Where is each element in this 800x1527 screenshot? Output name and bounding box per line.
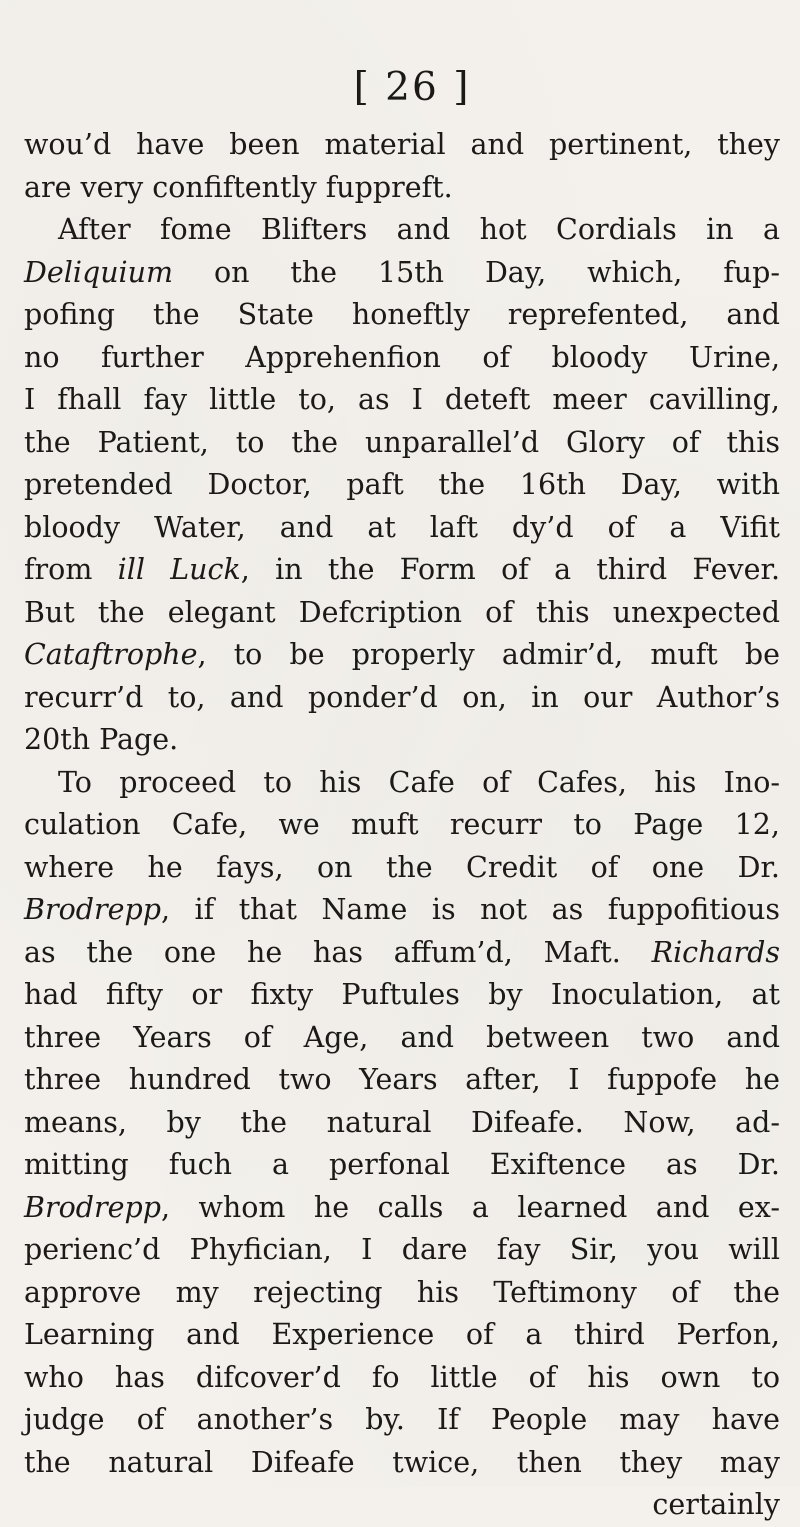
italic-text: Richards (651, 935, 780, 969)
italic-text: Cataftrophe (24, 638, 198, 671)
text-line (24, 549, 780, 592)
text-line: To proceed to his Cafe of Cafes, his Ino- (58, 765, 780, 799)
text-line: three hundred two Years after, I fuppofe he (24, 1063, 780, 1096)
text-line: had fifty or fixty Puftules by Inoculation, at (24, 978, 780, 1011)
text-line: But the elegant Defcription of this unexpected (24, 595, 780, 629)
text-line: culation Cafe, we muft recurr to Page 12, (24, 808, 780, 841)
text-line: mitting fuch a perfonal Exiftence as Dr. (24, 1148, 780, 1181)
text-line: I fhall fay little to, as I deteft meer cavilling, (24, 383, 780, 416)
text-line: judge of another’s by. If People may have (24, 1403, 780, 1436)
text-line: Learning and Experience of a third Perfon, (24, 1318, 780, 1351)
text-segment: on the 15th Day, which, fup- (173, 255, 780, 289)
page-number: [ 26 ] (353, 65, 471, 110)
text-line: where he fays, on the Credit of one Dr. (24, 850, 780, 884)
text-line: means, by the natural Difeafe. Now, ad- (24, 1105, 780, 1139)
text-line: pretended Doctor, paft the 16th Day, with (24, 468, 780, 501)
text-line (24, 932, 780, 975)
text-line (24, 889, 780, 932)
text-line: After fome Blifters and hot Cordials in a (58, 213, 780, 246)
text-line: who has difcover’d fo little of his own to (24, 1360, 780, 1394)
text-segment: , to be properly admir’d, muft be (197, 638, 780, 671)
italic-text: Brodrepp (24, 893, 161, 926)
text-line: perienc’d Phyfician, I dare fay Sir, you will (24, 1233, 780, 1266)
text-line: no further Apprehenfion of bloody Urine, (24, 340, 780, 374)
text-line: wou’d have been material and pertinent, they (24, 128, 780, 161)
text-line: the Patient, to the unparallel’d Glory of this (24, 425, 780, 459)
text-line: pofing the State honeftly reprefented, and (24, 298, 780, 331)
italic-text: ill Luck (117, 553, 241, 586)
text-segment: as the one he has affum’d, Maft. (24, 935, 652, 969)
text-line (24, 634, 780, 677)
text-line (24, 1187, 780, 1230)
text-line (24, 252, 780, 295)
text-line: are very confiftently fuppreft. (24, 170, 453, 204)
text-line: the natural Difeafe twice, then they may (24, 1445, 780, 1479)
text-segment: , whom he calls a learned and ex- (160, 1190, 780, 1224)
text-line: bloody Water, and at laft dy’d of a Vifit (24, 510, 780, 544)
italic-text: Deliquium (24, 255, 174, 289)
text-segment: , if that Name is not as fuppofitious (160, 893, 780, 926)
text-line: three Years of Age, and between two and (24, 1020, 780, 1054)
body-text (24, 124, 780, 1527)
italic-text: Brodrepp (24, 1190, 161, 1224)
text-line: recurr’d to, and ponder’d on, in our Author’s (24, 680, 780, 714)
catchword: certainly (652, 1488, 780, 1521)
text-line: 20th Page. (24, 723, 179, 756)
text-line: approve my rejecting his Teftimony of the (24, 1275, 780, 1309)
text-segment: , in the Form of a third Fever. (240, 553, 781, 586)
text-segment: from (24, 553, 118, 586)
